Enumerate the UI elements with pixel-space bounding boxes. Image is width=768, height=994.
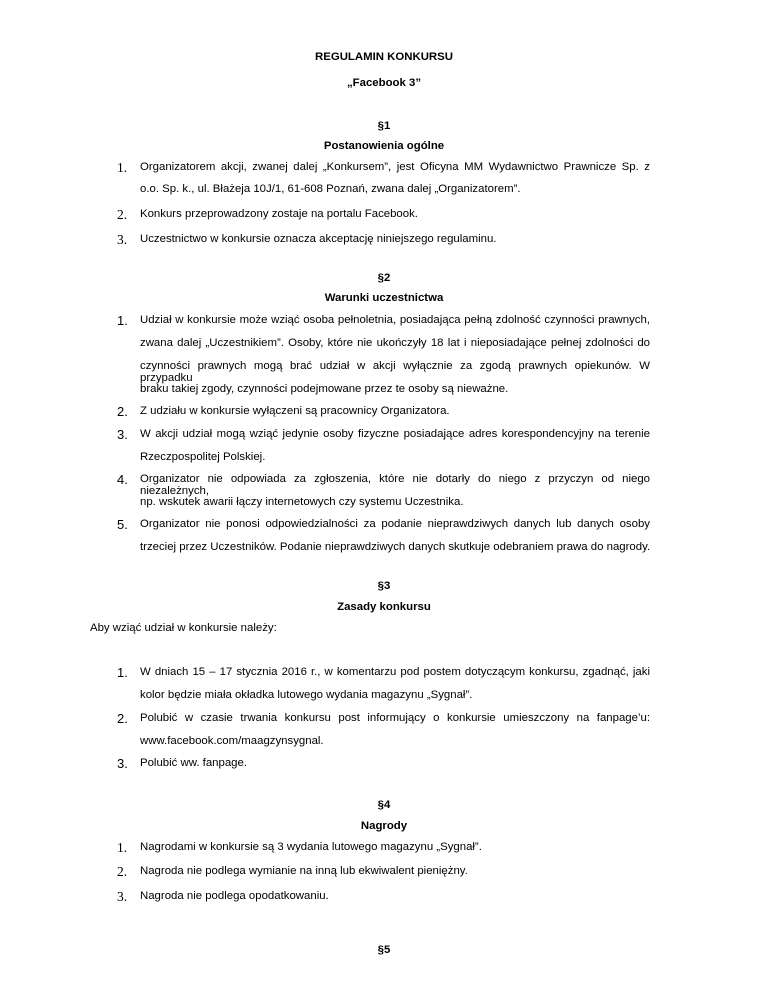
- list-item-number: 3.: [117, 756, 128, 771]
- list-item-number: 3.: [117, 232, 128, 247]
- section-4-heading: Nagrody: [360, 820, 408, 832]
- list-item-line: zwana dalej „Uczestnikiem”. Osoby, które nie ukończyły 18 lat i nieposiadające pełnej zdolności do: [140, 337, 650, 349]
- list-item-line: o.o. Sp. k., ul. Błażeja 10J/1, 61-608 Poznań, zwana dalej „Organizatorem”.: [140, 183, 521, 195]
- list-item-line: trzeciej przez Uczestników. Podanie nieprawdziwych danych skutkuje odebraniem prawa do nagrody.: [140, 541, 651, 553]
- list-item-line: Nagroda nie podlega wymianie na inną lub ekwiwalent pieniężny.: [140, 865, 468, 877]
- list-item-line: np. wskutek awarii łączy internetowych czy systemu Uczestnika.: [140, 496, 464, 508]
- section-1-heading: Postanowienia ogólne: [323, 140, 445, 152]
- section-5-sign: §5: [377, 944, 391, 956]
- list-item-line: Uczestnictwo w konkursie oznacza akceptację niniejszego regulaminu.: [140, 233, 497, 245]
- list-item-line: kolor będzie miała okładka lutowego wydania magazynu „Sygnał”.: [140, 689, 473, 701]
- section-4-sign: §4: [377, 799, 391, 811]
- list-item-line: Z udziału w konkursie wyłączeni są pracownicy Organizatora.: [140, 405, 450, 417]
- list-item-number: 2.: [117, 711, 128, 726]
- list-item-line: Udział w konkursie może wziąć osoba pełnoletnia, posiadająca pełną zdolność czynności prawnych,: [140, 314, 650, 326]
- list-item-line: www.facebook.com/maagzynsygnal.: [140, 735, 324, 747]
- list-item-line: Nagroda nie podlega opodatkowaniu.: [140, 890, 329, 902]
- list-item-line: Organizator nie odpowiada za zgłoszenia, które nie dotarły do niego z przyczyn od niego niezależnych,: [140, 473, 650, 497]
- section-3-intro: Aby wziąć udział w konkursie należy:: [90, 622, 277, 634]
- list-item-number: 5.: [117, 517, 128, 532]
- list-item-line: czynności prawnych mogą brać udział w akcji wyłącznie za zgodą prawnych opiekunów. W przypadku: [140, 360, 650, 384]
- list-item-number: 2.: [117, 864, 128, 879]
- list-item-line: Organizator nie ponosi odpowiedzialności za podanie nieprawdziwych danych lub danych osoby: [140, 518, 650, 530]
- document-subtitle: „Facebook 3”: [346, 77, 422, 89]
- section-1-sign: §1: [377, 120, 391, 132]
- list-item-line: Organizatorem akcji, zwanej dalej „Konkursem”, jest Oficyna MM Wydawnictwo Prawnicze Sp. z: [140, 161, 650, 173]
- list-item-line: Konkurs przeprowadzony zostaje na portalu Facebook.: [140, 208, 418, 220]
- list-item-number: 2.: [117, 207, 128, 222]
- list-item-line: W akcji udział mogą wziąć jedynie osoby fizyczne posiadające adres korespondencyjny na terenie: [140, 428, 650, 440]
- list-item-line: Nagrodami w konkursie są 3 wydania lutowego magazynu „Sygnał”.: [140, 841, 482, 853]
- list-item-number: 1.: [117, 840, 128, 855]
- list-item-number: 1.: [117, 665, 128, 680]
- list-item-number: 3.: [117, 427, 128, 442]
- document-title: REGULAMIN KONKURSU: [315, 51, 453, 63]
- section-3-sign: §3: [377, 580, 391, 592]
- list-item-line: Polubić ww. fanpage.: [140, 757, 248, 769]
- section-2-heading: Warunki uczestnictwa: [324, 292, 444, 304]
- section-3-heading: Zasady konkursu: [337, 601, 431, 613]
- list-item-number: 1.: [117, 160, 128, 175]
- list-item-line: Rzeczpospolitej Polskiej.: [140, 451, 266, 463]
- section-2-sign: §2: [377, 272, 391, 284]
- list-item-number: 3.: [117, 889, 128, 904]
- list-item-number: 4.: [117, 472, 128, 487]
- list-item-line: Polubić w czasie trwania konkursu post informujący o konkursie umieszczony na fanpage’u:: [140, 712, 650, 724]
- list-item-line: W dniach 15 – 17 stycznia 2016 r., w komentarzu pod postem dotyczącym konkursu, zgadnąć, jaki: [140, 666, 650, 678]
- list-item-number: 1.: [117, 313, 128, 328]
- list-item-line: braku takiej zgody, czynności podejmowane przez te osoby są nieważne.: [140, 383, 509, 395]
- list-item-number: 2.: [117, 404, 128, 419]
